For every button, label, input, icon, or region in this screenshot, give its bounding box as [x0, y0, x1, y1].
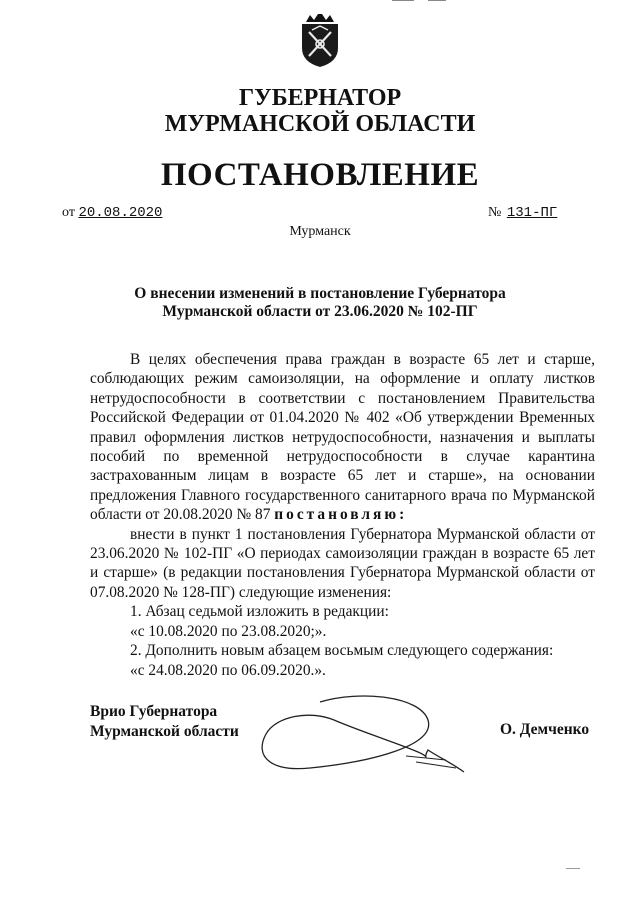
scan-mark	[428, 0, 446, 1]
number-prefix: №	[488, 205, 502, 220]
scan-mark	[392, 0, 414, 1]
preamble-text: В целях обеспечения права граждан в возрасте 65 лет и старше, соблюдающих режим самоизоляции, на оформление и оплату листков нетрудоспособности в соответствии с постановлением Правительства Российской Федерации от 01.04.2020 № 402 «Об утверждении Временных правил оформления листков нетрудоспособности, назначения и выплаты пособий по временной нетрудоспособности в случае карантина застрахованным лицам в возрасте 65 лет и старше», на основании предложения Главного государственного санитарного врача по Мурманской области от 20.08.2020 № 87	[90, 351, 595, 524]
operative-paragraph: внести в пункт 1 постановления Губернатора Мурманской области от 23.06.2020 № 102-ПГ «О периодах самоизоляции граждан в возрасте 65 лет и старше» (в редакции постановления Губернатора Мурманской области от 07.08.2020 № 128-ПГ) следующие изменения:	[90, 525, 595, 601]
document-type: ПОСТАНОВЛЕНИЕ	[160, 157, 480, 193]
handwritten-signature	[250, 690, 490, 780]
date-value: 20.08.2020	[78, 205, 163, 221]
item-2-text: «с 24.08.2020 по 06.09.2020.».	[130, 661, 326, 679]
date-prefix: от	[62, 205, 75, 220]
document-title-line2: Мурманской области от 23.06.2020 № 102-ПГ	[162, 303, 478, 320]
document-date	[62, 205, 162, 221]
document-number	[488, 205, 571, 221]
item-1: 1. Абзац седьмой изложить в редакции:	[130, 603, 389, 621]
document-title	[100, 285, 540, 321]
document-title-line1: О внесении изменений в постановление Губернатора	[134, 285, 506, 302]
signatory-name: О. Демченко	[500, 721, 590, 738]
city: Мурманск	[289, 224, 351, 239]
authority-title-line2: МУРМАНСКОЙ ОБЛАСТИ	[164, 111, 476, 137]
number-value: 131-ПГ	[506, 205, 558, 221]
position-line1: Врио Губернатора	[90, 703, 218, 720]
signatory-position	[90, 702, 239, 742]
authority-title-line1: ГУБЕРНАТОР	[238, 85, 402, 111]
preamble-paragraph	[90, 350, 595, 525]
item-2: 2. Дополнить новым абзацем восьмым следующего содержания:	[130, 642, 554, 660]
item-1-text: «с 10.08.2020 по 23.08.2020;».	[130, 622, 327, 640]
resolve-word: постановляю:	[274, 506, 408, 524]
position-line2: Мурманской области	[90, 723, 239, 740]
coat-of-arms-icon	[298, 12, 342, 68]
document-body	[90, 350, 595, 680]
scan-mark	[566, 868, 580, 869]
